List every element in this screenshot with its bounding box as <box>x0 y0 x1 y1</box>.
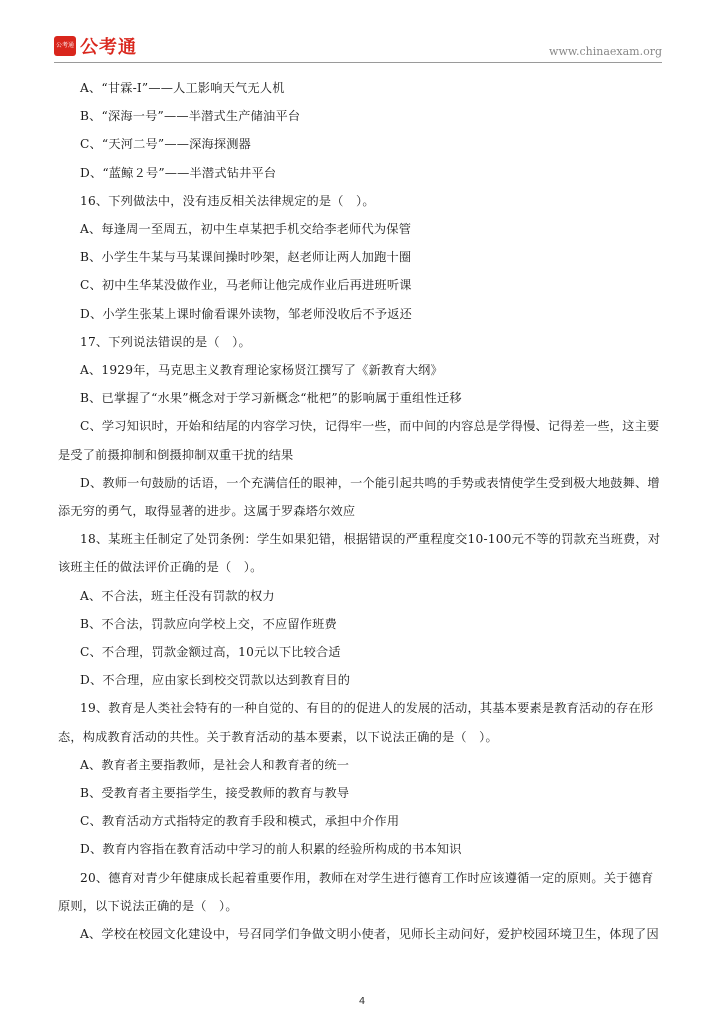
text-line: A、学校在校园文化建设中，号召同学们争做文明小使者，见师长主动问好，爱护校园环境卫生，体现了因 <box>80 927 659 942</box>
text-line: C、初中生华某没做作业，马老师让他完成作业后再进班听课 <box>80 278 412 293</box>
question-17: 17、下列说法错误的是（ ）。 <box>80 334 251 349</box>
page-header <box>0 0 724 62</box>
text-line: B、受教育者主要指学生，接受教师的教育与教导 <box>80 786 350 801</box>
text-line: D、教育内容指在教育活动中学习的前人积累的经验所构成的书本知识 <box>80 842 462 857</box>
text-line: A、“甘霖-Ⅰ”——人工影响天气无人机 <box>80 81 285 95</box>
question-16: 16、下列做法中，没有违反相关法律规定的是（ ）。 <box>80 193 375 208</box>
text-line: C、教育活动方式指特定的教育手段和模式，承担中介作用 <box>80 814 400 829</box>
text-line: A、不合法，班主任没有罚款的权力 <box>80 588 275 603</box>
text-line: B、已掌握了“水果”概念对于学习新概念“枇杷”的影响属于重组性迁移 <box>80 391 462 406</box>
text-line: 原则，以下说法正确的是（ ）。 <box>58 898 238 913</box>
text-line: D、小学生张某上课时偷看课外读物，邹老师没收后不予返还 <box>80 306 413 321</box>
site-url: www.chinaexam.org <box>549 45 662 58</box>
text-line: 是受了前摄抑制和倒摄抑制双重干扰的结果 <box>58 447 294 462</box>
text-line: C、学习知识时，开始和结尾的内容学习快，记得牢一些，而中间的内容总是学得慢、记得差一些，这主要 <box>80 419 660 434</box>
text-line: A、每逢周一至周五，初中生卓某把手机交给李老师代为保管 <box>80 222 412 237</box>
text-line: D、“蓝鲸２号”——半潜式钻井平台 <box>80 165 277 180</box>
logo <box>54 35 137 57</box>
text-line: D、不合理，应由家长到校交罚款以达到教育目的 <box>80 673 351 688</box>
text-line: B、小学生牛某与马某课间操时吵架，赵老师让两人加跑十圈 <box>80 250 412 265</box>
text-line: 添无穷的勇气，取得显著的进步。这属于罗森塔尔效应 <box>58 504 356 519</box>
logo-text: 公考通 <box>80 37 137 58</box>
logo-badge-icon: 公考通 <box>54 36 76 56</box>
text-line: 态，构成教育活动的共性。关于教育活动的基本要素，以下说法正确的是（ ）。 <box>58 729 498 744</box>
question-19: 19、教育是人类社会特有的一种自觉的、有目的的促进人的发展的活动，其基本要素是教育活动的存在形 <box>80 701 654 716</box>
text-line: D、教师一句鼓励的话语，一个充满信任的眼神，一个能引起共鸣的手势或表情使学生受到极大地鼓舞、增 <box>80 475 660 490</box>
text-line: 该班主任的做法评价正确的是（ ）。 <box>58 560 263 575</box>
text-line: B、“深海一号”——半潜式生产储油平台 <box>80 109 301 124</box>
document-body <box>58 74 672 948</box>
text-line: C、不合理，罚款金额过高，10元以下比较合适 <box>80 645 341 660</box>
page-number: 4 <box>358 996 366 1007</box>
text-line: A、教育者主要指教师，是社会人和教育者的统一 <box>80 757 350 772</box>
question-18: 18、某班主任制定了处罚条例：学生如果犯错，根据错误的严重程度交10-100元不等的罚款充当班费，对 <box>80 532 661 547</box>
text-line: B、不合法，罚款应向学校上交，不应留作班费 <box>80 616 337 631</box>
text-line: A、1929年，马克思主义教育理论家杨贤江撰写了《新教育大纲》 <box>80 363 443 378</box>
question-20: 20、德育对青少年健康成长起着重要作用，教师在对学生进行德育工作时应该遵循一定的原则。关于德育 <box>80 870 654 885</box>
text-line: C、“天河二号”——深海探测器 <box>80 137 252 152</box>
header-divider <box>54 62 662 63</box>
